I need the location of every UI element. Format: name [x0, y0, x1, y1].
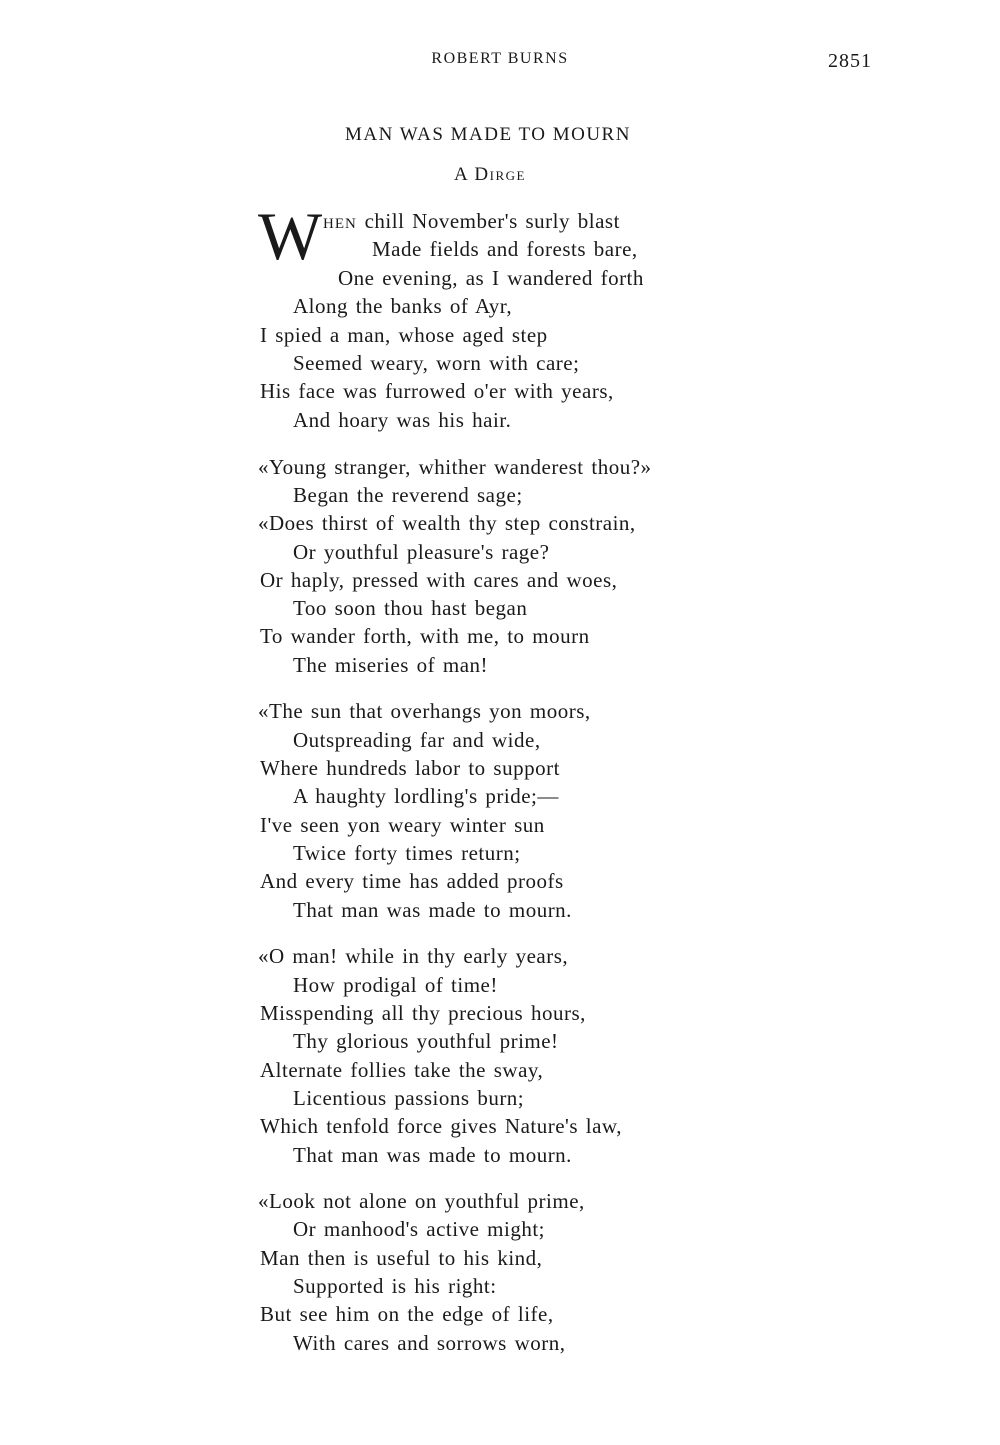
poem-line: Outspreading far and wide,	[293, 728, 541, 752]
poem-line: And every time has added proofs	[260, 869, 564, 893]
poem-subtitle: A Dirge	[454, 164, 526, 185]
poem-line: The miseries of man!	[293, 653, 489, 677]
running-head: ROBERT BURNS	[431, 50, 569, 67]
poem-line: I spied a man, whose aged step	[260, 323, 548, 347]
poem-line: Or manhood's active might;	[293, 1217, 545, 1241]
poem-line: Twice forty times return;	[293, 841, 521, 865]
poem-line: «Does thirst of wealth thy step constrain,	[258, 511, 636, 535]
poem-line: With cares and sorrows worn,	[293, 1331, 566, 1355]
poem-line: Seemed weary, worn with care;	[293, 351, 580, 375]
poem-line: Supported is his right:	[293, 1274, 497, 1298]
poem-line: «Young stranger, whither wanderest thou?»	[258, 455, 652, 479]
poem-line: Man then is useful to his kind,	[260, 1246, 543, 1270]
poem-line: Too soon thou hast began	[293, 596, 528, 620]
poem-line: Alternate follies take the sway,	[260, 1058, 544, 1082]
poem-line: That man was made to mourn.	[293, 898, 572, 922]
poem-title: MAN WAS MADE TO MOURN	[345, 124, 631, 145]
poem-line: That man was made to mourn.	[293, 1143, 572, 1167]
poem-line-text: chill November's surly blast	[364, 209, 620, 233]
poem-line: Which tenfold force gives Nature's law,	[260, 1114, 622, 1138]
poem-line: A haughty lordling's pride;—	[293, 784, 559, 808]
poem-line: Began the reverend sage;	[293, 483, 523, 507]
poem-line: «O man! while in thy early years,	[258, 944, 569, 968]
poem-line: His face was furrowed o'er with years,	[260, 379, 614, 403]
poem-line: Where hundreds labor to support	[260, 756, 560, 780]
poem-line: And hoary was his hair.	[293, 408, 512, 432]
first-word-rest: hen	[323, 209, 357, 233]
poem-line: To wander forth, with me, to mourn	[260, 624, 590, 648]
poem-line: Thy glorious youthful prime!	[293, 1029, 559, 1053]
poem-line: Licentious passions burn;	[293, 1086, 525, 1110]
poem-line: Made fields and forests bare,	[372, 237, 638, 261]
poem-line: How prodigal of time!	[293, 973, 498, 997]
poem-line: But see him on the edge of life,	[260, 1302, 554, 1326]
poem-line: Misspending all thy precious hours,	[260, 1001, 586, 1025]
poem-line: «Look not alone on youthful prime,	[258, 1189, 585, 1213]
poem-line: Along the banks of Ayr,	[293, 294, 513, 318]
poem-line: I've seen yon weary winter sun	[260, 813, 545, 837]
poem-line	[323, 207, 620, 235]
poem-line: Or youthful pleasure's rage?	[293, 540, 550, 564]
poem-line: Or haply, pressed with cares and woes,	[260, 568, 618, 592]
poem-line: One evening, as I wandered forth	[338, 266, 644, 290]
drop-cap: W	[258, 198, 323, 274]
page-number: 2851	[828, 50, 872, 72]
poem-line: «The sun that overhangs yon moors,	[258, 699, 591, 723]
